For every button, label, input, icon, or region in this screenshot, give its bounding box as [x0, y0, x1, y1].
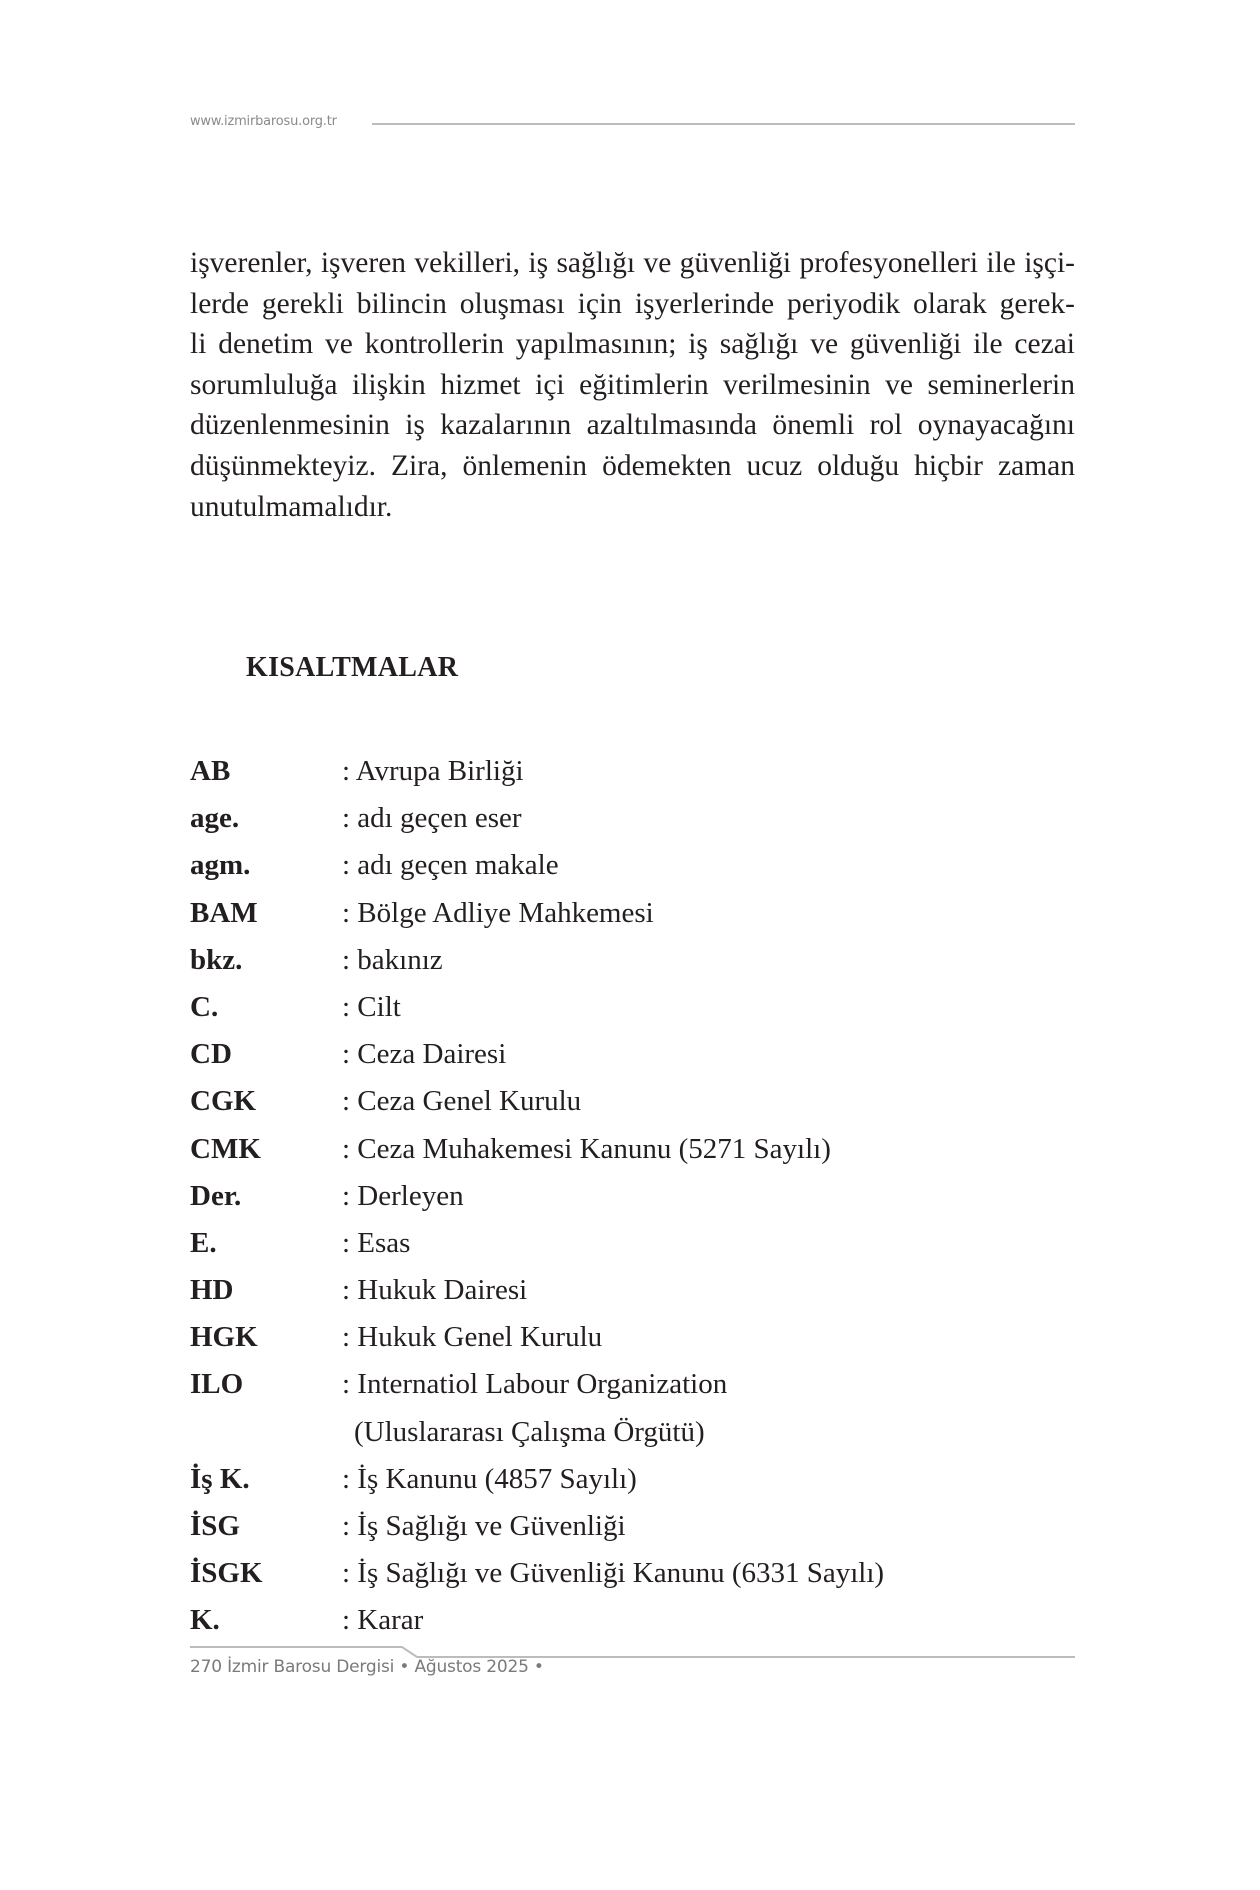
section-title: KISALTMALAR	[246, 652, 459, 683]
abbreviation-definition: : Ceza Muhakemesi Kanunu (5271 Sayılı)	[342, 1132, 831, 1165]
abbreviation-definition: : adı geçen makale	[342, 849, 559, 882]
abbreviation-row	[190, 1267, 1075, 1314]
abbreviation-row	[190, 1361, 1075, 1408]
abbreviation-definition: : Ceza Dairesi	[342, 1038, 507, 1071]
body-line: sorumluluğa ilişkin hizmet içi eğitimlerin verilmesinin ve seminerlerin	[190, 368, 1075, 401]
page-header	[190, 112, 1075, 132]
body-line: lerde gerekli bilincin oluşması için işyerlerinde periyodik olarak gerek-	[190, 287, 1075, 320]
abbreviation-term: İSG	[190, 1510, 240, 1542]
abbreviation-definition: : Hukuk Genel Kurulu	[342, 1321, 603, 1354]
abbreviation-row	[190, 795, 1075, 842]
abbreviation-row	[190, 748, 1075, 795]
abbreviation-row	[190, 1503, 1075, 1550]
abbreviation-row	[190, 1550, 1075, 1597]
abbreviation-row	[190, 1126, 1075, 1173]
journal-name: İzmir Barosu Dergisi	[227, 1657, 395, 1677]
abbreviation-row-continuation	[190, 1409, 1075, 1456]
body-line: düşünmekteyiz. Zira, önlemenin ödemekten ucuz olduğu hiçbir zaman	[190, 449, 1075, 482]
abbreviation-term: BAM	[190, 896, 258, 929]
issue-date: Ağustos 2025	[414, 1657, 529, 1677]
abbreviation-row	[190, 937, 1075, 984]
body-paragraph	[190, 243, 1075, 527]
footer-text	[190, 1656, 544, 1678]
header-rule	[372, 123, 1075, 125]
abbreviation-row	[190, 1031, 1075, 1078]
abbreviation-row	[190, 842, 1075, 889]
abbreviation-row	[190, 1314, 1075, 1361]
abbreviation-definition: : adı geçen eser	[342, 802, 522, 835]
abbreviation-term: CMK	[190, 1132, 261, 1165]
abbreviation-term: ILO	[190, 1368, 244, 1401]
abbreviation-term: CD	[190, 1038, 232, 1071]
abbreviation-row	[190, 1456, 1075, 1503]
abbreviation-definition: : İş Sağlığı ve Güvenliği	[342, 1510, 626, 1542]
body-line: işverenler, işveren vekilleri, iş sağlığı ve güvenliği profesyonelleri ile işçi-	[190, 247, 1075, 279]
abbreviation-row	[190, 1173, 1075, 1220]
abbreviation-term: E.	[190, 1226, 217, 1259]
abbreviation-list	[190, 748, 1075, 1645]
abbreviation-term: CGK	[190, 1085, 257, 1118]
abbreviation-definition: : Hukuk Dairesi	[342, 1274, 528, 1307]
abbreviation-definition: : Avrupa Birliği	[342, 755, 524, 787]
abbreviation-row	[190, 1597, 1075, 1644]
abbreviation-row	[190, 890, 1075, 937]
abbreviation-term: HD	[190, 1274, 234, 1307]
body-line: li denetim ve kontrollerin yapılmasının; iş sağlığı ve güvenliği ile cezai	[190, 328, 1075, 361]
abbreviation-definition: : Bölge Adliye Mahkemesi	[342, 896, 654, 929]
footer-separator: •	[399, 1657, 410, 1677]
abbreviation-term: AB	[190, 755, 231, 787]
abbreviation-definition: : Karar	[342, 1604, 424, 1637]
abbreviation-term: İş K.	[190, 1462, 250, 1495]
abbreviation-row	[190, 984, 1075, 1031]
page-footer	[190, 1640, 1075, 1680]
abbreviation-definition: : Cilt	[342, 990, 401, 1023]
abbreviation-term: K.	[190, 1604, 220, 1637]
abbreviation-term: bkz.	[190, 943, 243, 976]
page-number: 270	[190, 1657, 222, 1677]
abbreviation-term: C.	[190, 990, 219, 1023]
abbreviation-row	[190, 1078, 1075, 1125]
abbreviation-term: İSGK	[190, 1557, 263, 1590]
header-url: www.izmirbarosu.org.tr	[190, 114, 337, 129]
abbreviation-definition: : İş Kanunu (4857 Sayılı)	[342, 1462, 637, 1495]
abbreviation-term: HGK	[190, 1321, 258, 1354]
footer-trailing-bullet: •	[533, 1657, 544, 1677]
abbreviation-definition: : Ceza Genel Kurulu	[342, 1085, 582, 1118]
body-line: unutulmamalıdır.	[190, 490, 393, 523]
abbreviation-term: Der.	[190, 1179, 242, 1212]
abbreviation-definition: : bakınız	[342, 943, 443, 976]
abbreviation-row	[190, 1220, 1075, 1267]
abbreviation-term: age.	[190, 802, 240, 835]
abbreviation-definition: : Esas	[342, 1226, 411, 1259]
abbreviation-definition: : İş Sağlığı ve Güvenliği Kanunu (6331 Sayılı)	[342, 1557, 885, 1590]
abbreviation-definition: : Derleyen	[342, 1179, 464, 1212]
abbreviation-term: agm.	[190, 849, 251, 882]
abbreviation-definition-continuation: (Uluslararası Çalışma Örgütü)	[354, 1415, 705, 1448]
abbreviation-definition: : Internatiol Labour Organization	[342, 1368, 728, 1401]
body-line: düzenlenmesinin iş kazalarının azaltılmasında önemli rol oynayacağını	[190, 409, 1075, 442]
